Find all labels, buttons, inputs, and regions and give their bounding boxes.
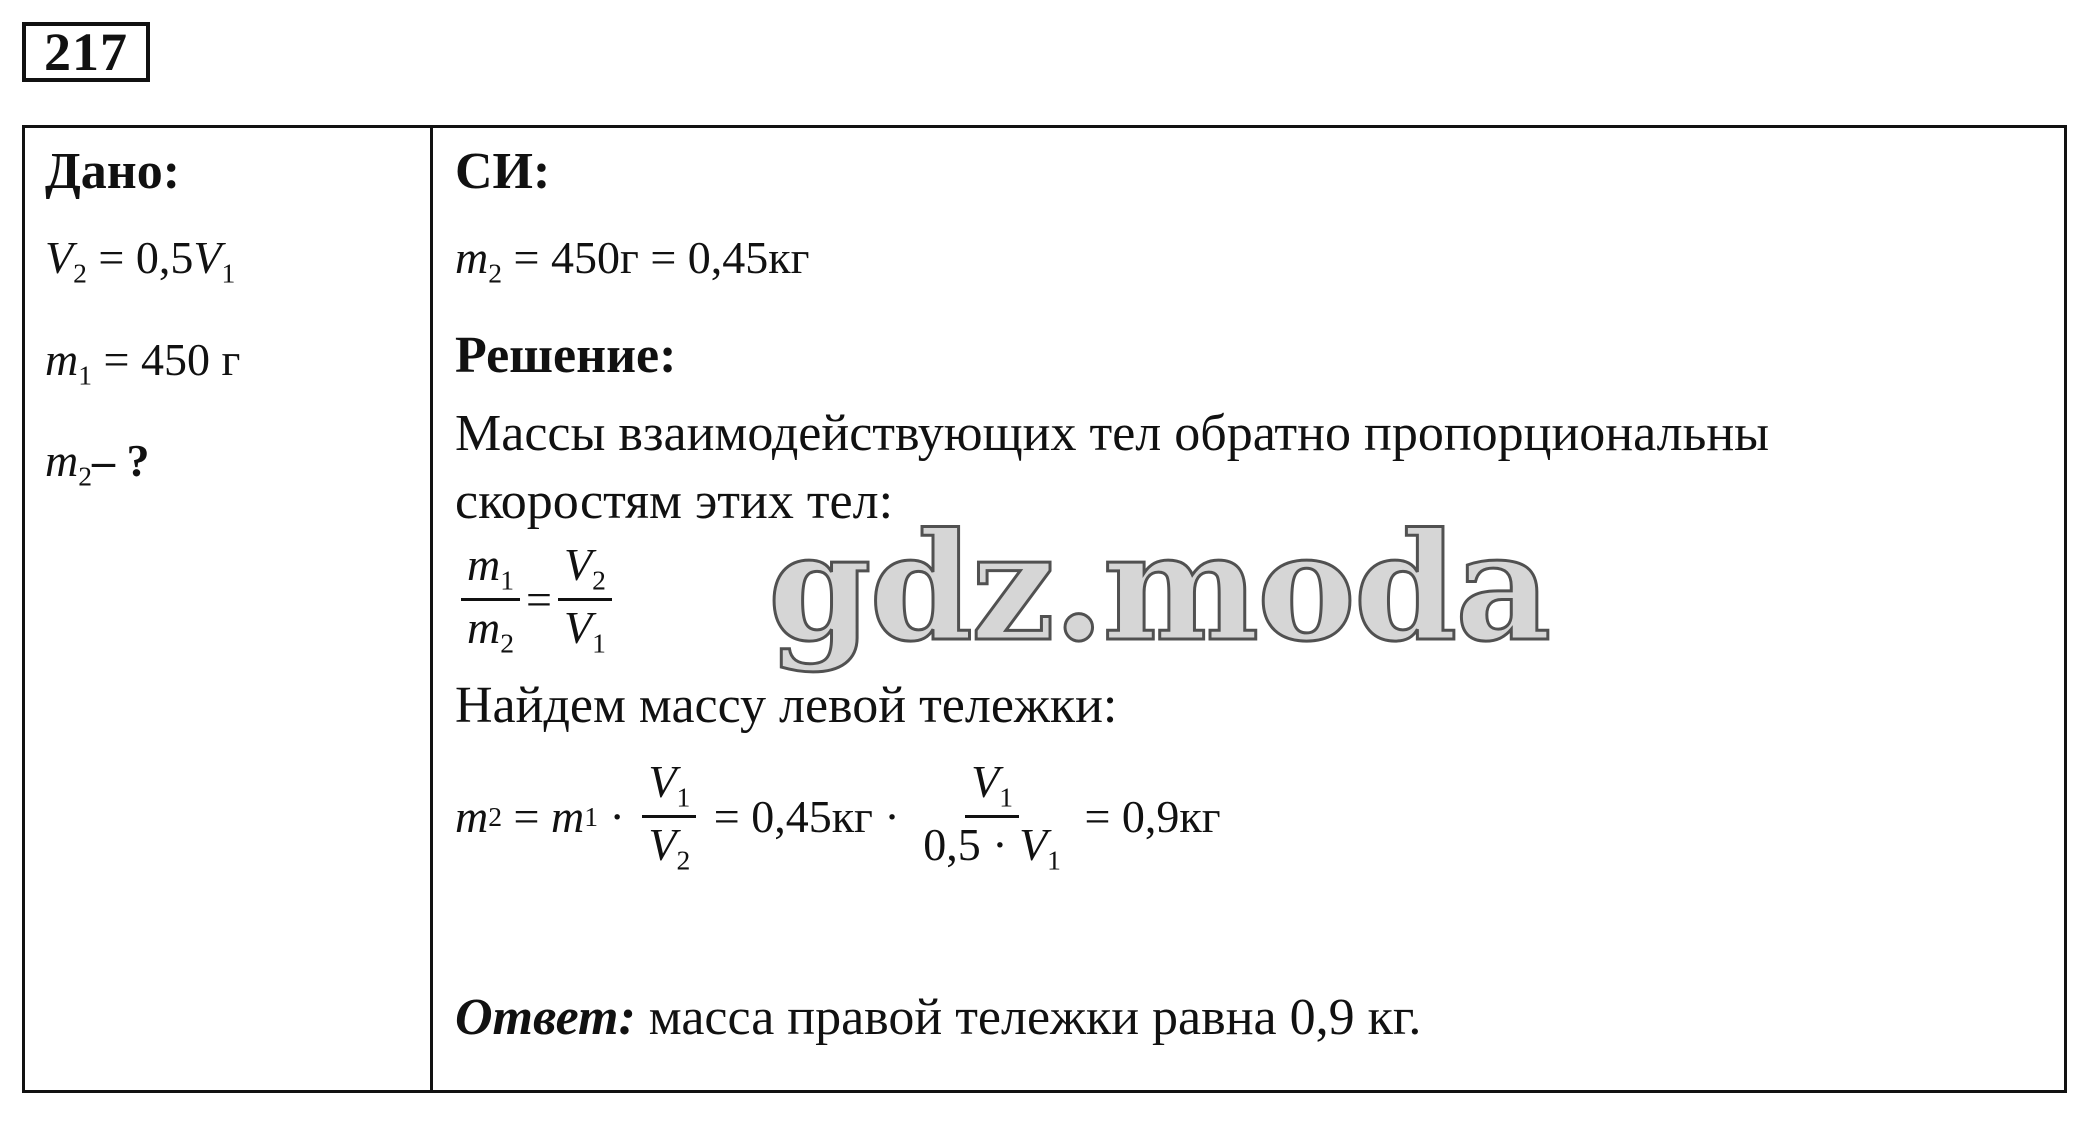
given-header: Дано: (45, 143, 181, 200)
mass-ratio: $\frac{m_1}{m_2}$ (461, 540, 520, 659)
fraction-v1-halfv1: $\frac{V_1}{0,5 \cdot V_1}$ (923, 756, 1061, 876)
solution-text-2: скоростям этих тел: (455, 472, 894, 530)
given-m1: $m_1 = 450$ г (45, 333, 241, 391)
given-column (45, 140, 425, 509)
answer-label: Ответ: (455, 988, 636, 1046)
si-header: СИ: (455, 143, 551, 200)
given-v2: $V_2 = 0,5V_1$ (45, 232, 236, 289)
solution-text-3: Найдем массу левой тележки: (455, 676, 1118, 734)
answer-text: масса правой тележки равна 0,9 кг. (635, 988, 1422, 1046)
velocity-ratio: $\frac{V_2}{V_1}$ (558, 540, 612, 659)
answer-line (455, 986, 2055, 1050)
ratio-formula: $\frac{m_1}{m_2}$ = $\frac{V_2}{V_1}$ (455, 540, 2055, 660)
si-conversion: $m_2 = 450г = 0,45кг$ (455, 232, 810, 289)
watermark: gdz.moda (768, 500, 1550, 674)
problem-number: 217 (22, 22, 150, 82)
solution-text-1: Массы взаимодействующих тел обратно пропорциональны (455, 404, 1770, 462)
column-divider (430, 128, 433, 1090)
given-m2-unknown: $m_2-$ ? (45, 435, 150, 492)
calc-formula: m 2 = m 1 · $\frac{V_1}{V_2}$ = 0,45кг · $\frac{V_1}{0,5 \cdot V_1}$ = 0,9кг (455, 756, 1221, 876)
fraction-v1-v2: $\frac{V_1}{V_2}$ (642, 757, 696, 876)
solution-header: Решение: (455, 326, 677, 384)
